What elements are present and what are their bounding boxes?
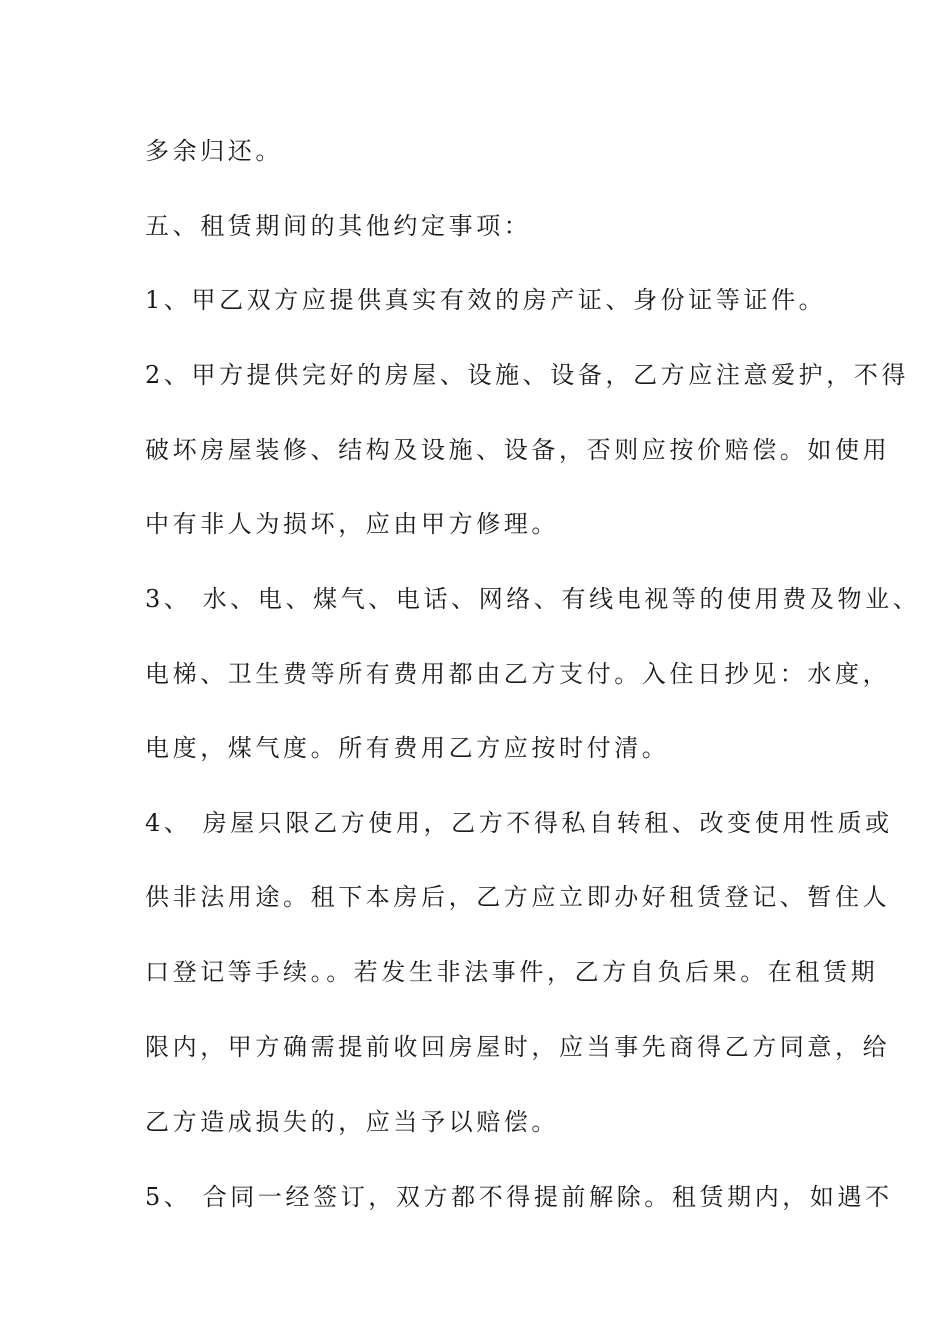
text-line: 4、 房屋只限乙方使用，乙方不得私自转租、改变使用性质或 bbox=[145, 809, 893, 837]
text-line: 电梯、卫生费等所有费用都由乙方支付。入住日抄见：水度， bbox=[145, 660, 891, 688]
section-heading: 五、租赁期间的其他约定事项： bbox=[145, 212, 532, 240]
text-line: 供非法用途。租下本房后，乙方应立即办好租赁登记、暂住人 bbox=[145, 883, 891, 911]
text-line: 3、 水、电、煤气、电话、网络、有线电视等的使用费及物业、 bbox=[145, 585, 921, 613]
text-line: 口登记等手续。。若发生非法事件，乙方自负后果。在租赁期 bbox=[145, 958, 879, 986]
text-line: 乙方造成损失的，应当予以赔偿。 bbox=[145, 1108, 559, 1136]
text-line: 多余归还。 bbox=[145, 137, 283, 165]
text-line: 2、甲方提供完好的房屋、设施、设备，乙方应注意爱护，不得 bbox=[145, 361, 910, 389]
text-line: 5、 合同一经签订，双方都不得提前解除。租赁期内，如遇不 bbox=[145, 1183, 893, 1211]
text-line: 电度，煤气度。所有费用乙方应按时付清。 bbox=[145, 734, 670, 762]
text-line: 破坏房屋装修、结构及设施、设备，否则应按价赔偿。如使用 bbox=[145, 436, 891, 464]
text-line: 限内，甲方确需提前收回房屋时，应当事先商得乙方同意，给 bbox=[145, 1033, 891, 1061]
text-line: 1、甲乙双方应提供真实有效的房产证、身份证等证件。 bbox=[145, 286, 827, 314]
text-line: 中有非人为损坏，应由甲方修理。 bbox=[145, 510, 559, 538]
